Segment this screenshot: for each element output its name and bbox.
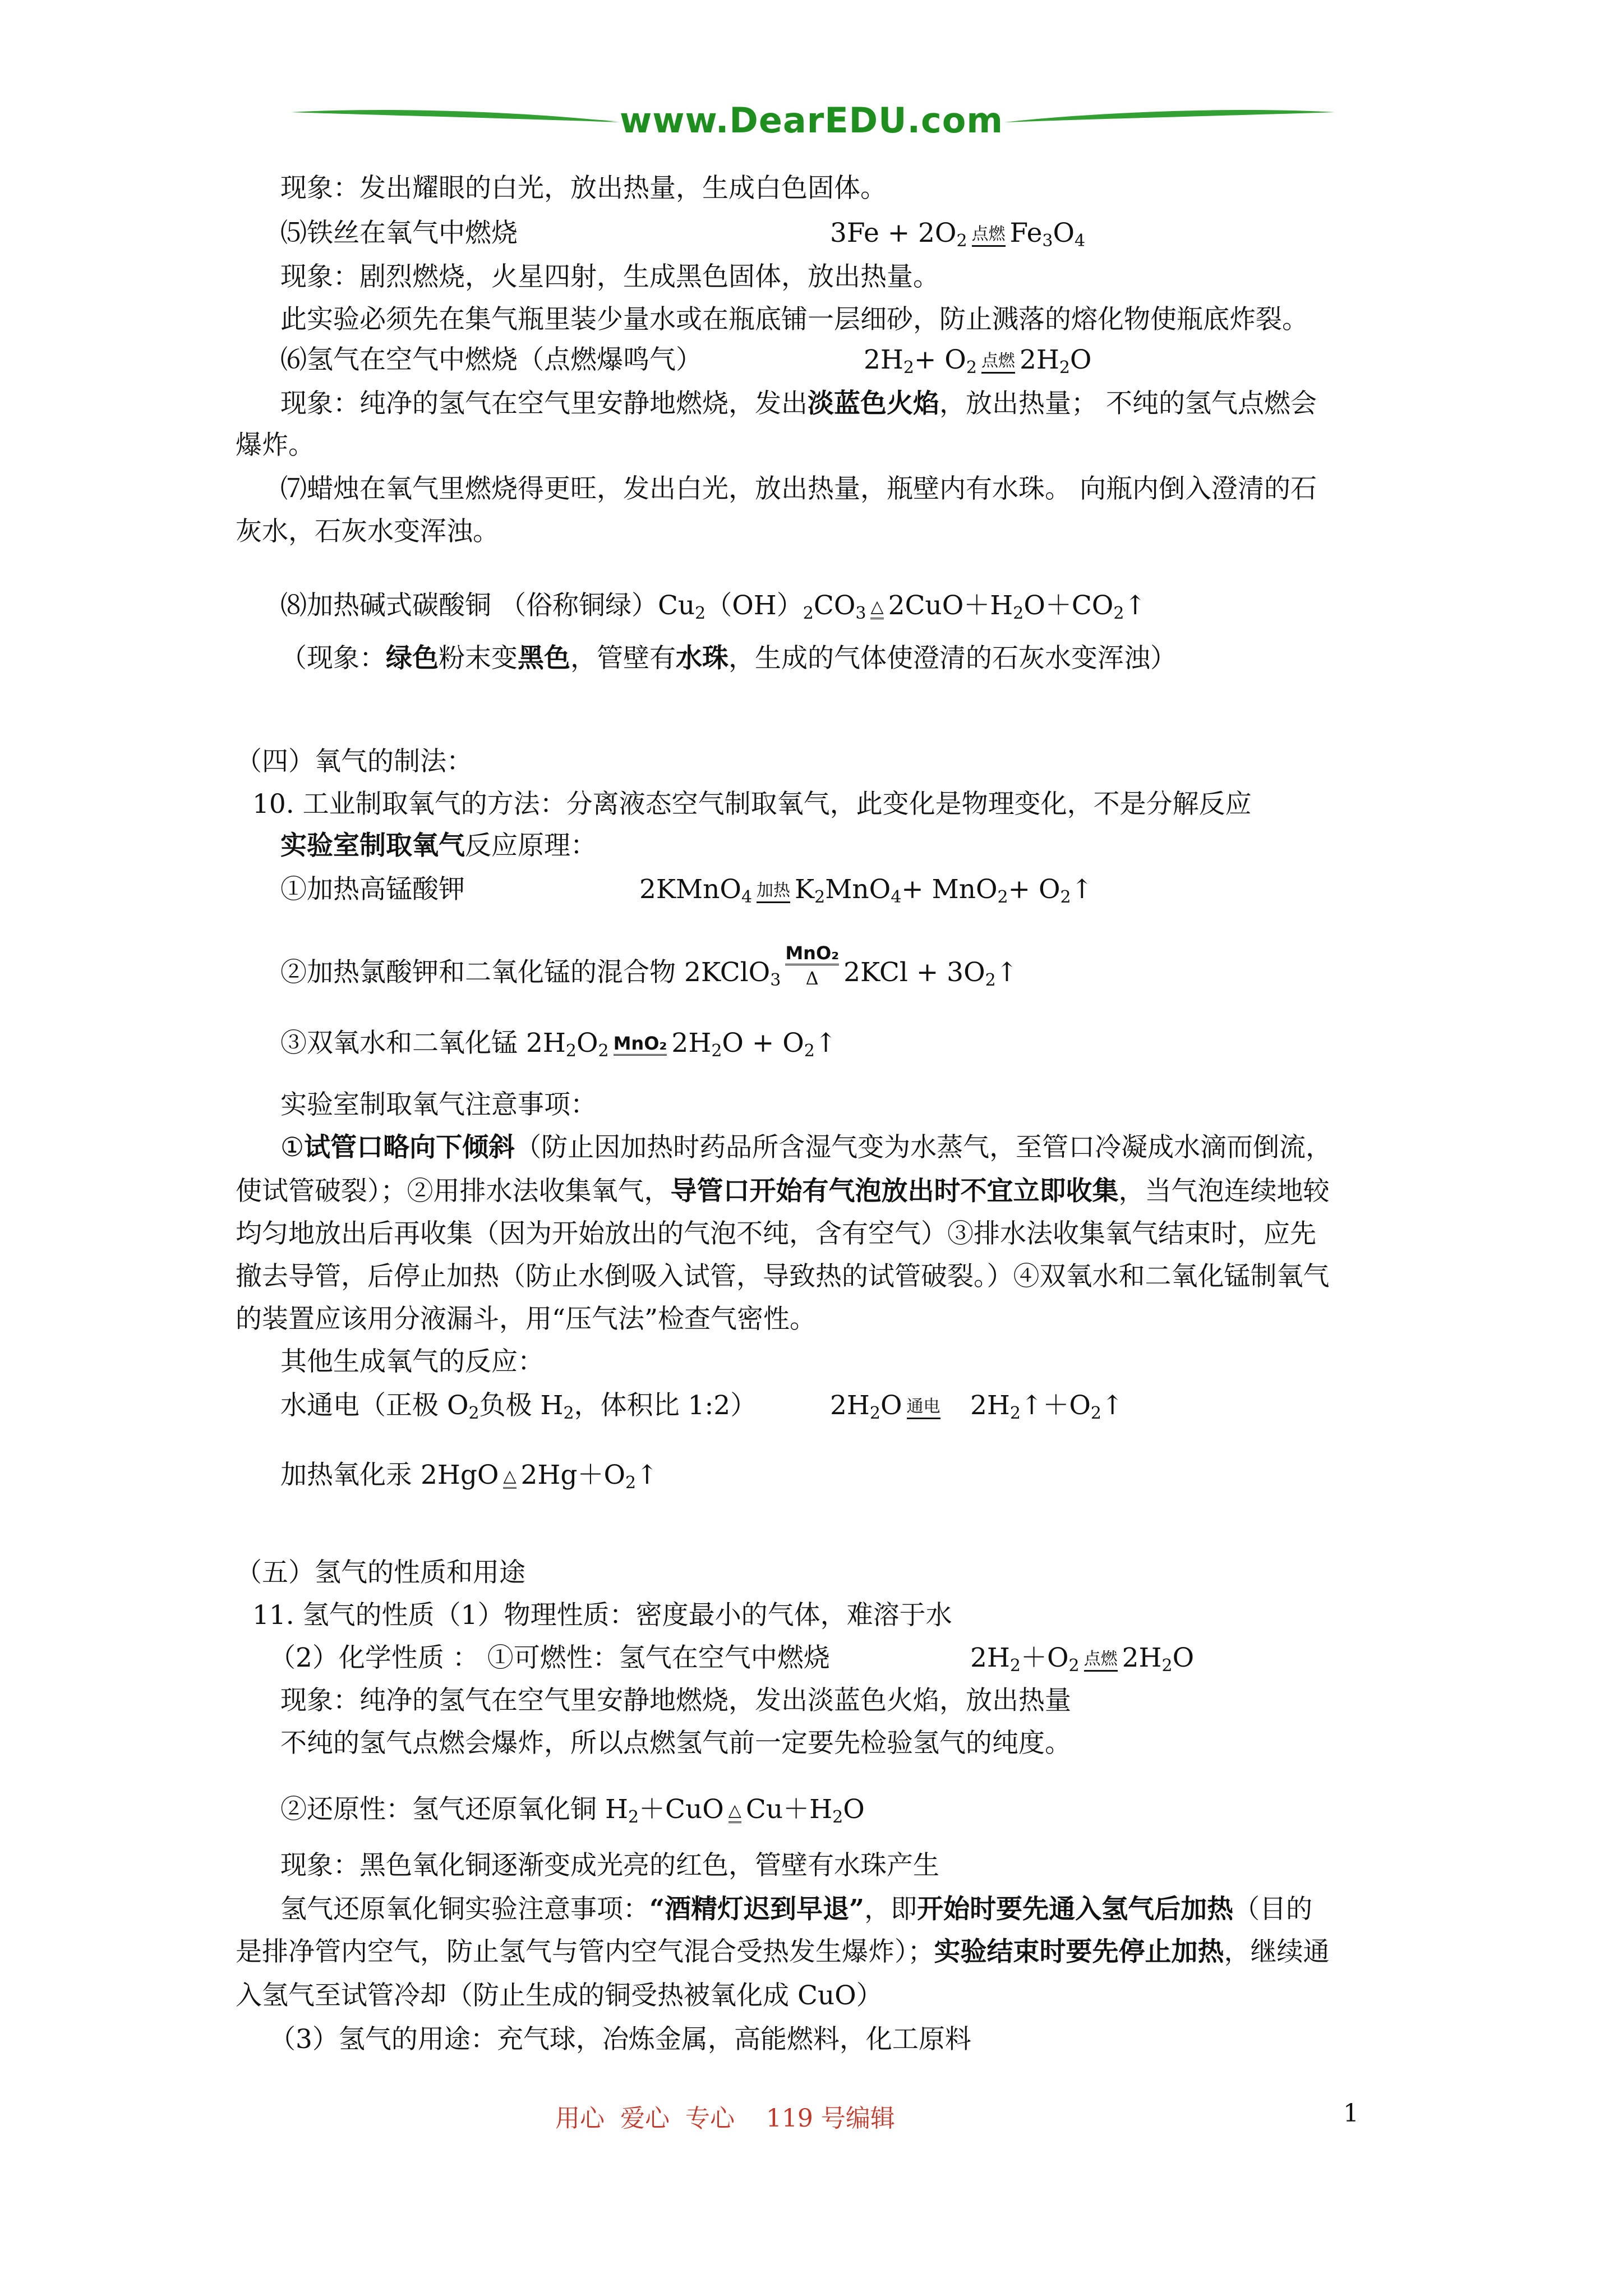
- subscript: 2: [628, 1807, 639, 1827]
- section-heading-text: （四）氧气的制法：: [236, 746, 473, 777]
- subscript: 2: [695, 604, 706, 623]
- reaction-bar: [870, 618, 883, 623]
- text-line: [280, 303, 1308, 337]
- text-line: [280, 387, 1317, 421]
- text-line: [280, 829, 597, 863]
- equation-text: ↑: [1101, 1390, 1124, 1421]
- text-line-content: 此实验必须先在集气瓶里装少量水或在瓶底铺一层细砂，防止溅落的熔化物使瓶底炸裂。: [280, 304, 1308, 335]
- equation-text: ↑: [1124, 590, 1146, 621]
- equation-text: 2CuO＋H: [888, 590, 1013, 621]
- text-run: ，体积比 1:2）: [574, 1390, 757, 1421]
- equation-text: O: [1053, 218, 1075, 249]
- chemical-equation: [280, 1027, 837, 1068]
- text-run: ，放出热量； 不纯的氢气点燃会: [939, 388, 1317, 419]
- equation-text: 2H: [864, 344, 903, 375]
- equation-text: ⑻加热碱式碳酸铜 （俗称铜绿）Cu: [280, 590, 695, 621]
- text-line: [269, 2023, 971, 2056]
- bold-text: 绿色: [386, 643, 439, 674]
- chemical-equation: [280, 589, 1146, 631]
- text-line: [252, 1599, 952, 1632]
- chemical-equation: [280, 1793, 865, 1834]
- subscript: 2: [1161, 1656, 1173, 1676]
- subscript: 4: [741, 887, 753, 907]
- text-run: 是排净管内空气，防止氢气与管内空气混合受热发生爆炸）；: [236, 1936, 934, 1967]
- text-line: [280, 1345, 544, 1379]
- site-logo[interactable]: www.DearEDU.com: [619, 100, 1003, 141]
- text-line-content: 11. 氢气的性质（1）物理性质：密度最小的气体，难溶于水: [252, 1600, 952, 1631]
- chemical-equation: [639, 873, 1093, 914]
- equation-text: O: [880, 1390, 902, 1421]
- equation-text: 2H: [671, 1028, 712, 1059]
- chemical-equation: [864, 343, 1091, 385]
- text-line: [236, 1303, 816, 1336]
- text-run: 使试管破裂）；②用排水法收集氧气，: [236, 1176, 671, 1207]
- subscript: 2: [956, 231, 967, 251]
- text-line-content: 实验室制取氧气注意事项：: [280, 1089, 597, 1120]
- reaction-condition: [728, 1801, 741, 1826]
- condition-label: 点燃: [971, 224, 1006, 244]
- heat-symbol: △: [728, 1801, 741, 1820]
- equation-text: 2H: [1122, 1642, 1162, 1673]
- text-line-content: ⑺蜡烛在氧气里燃烧得更旺，发出白光，放出热量，瓶壁内有水珠。 向瓶内倒入澄清的石: [280, 473, 1317, 504]
- bold-text: 实验结束时要先停止加热: [934, 1936, 1224, 1967]
- text-line: [236, 1175, 1330, 1208]
- subscript: 2: [1090, 1404, 1101, 1423]
- equation-text: ＋CuO: [639, 1794, 724, 1825]
- equation-text: 2H: [830, 1390, 870, 1421]
- text-line: [236, 1260, 1330, 1294]
- text-line-content: 现象：纯净的氢气在空气里安静地燃烧，发出淡蓝色火焰，放出热量: [280, 1685, 1071, 1716]
- text-line-content: （3）氢气的用途：充气球，冶炼金属，高能燃料，化工原料: [269, 2024, 971, 2055]
- text-line: [280, 1849, 939, 1883]
- text-line-content: 灰水，石灰水变浑浊。: [236, 516, 499, 547]
- text-run: ，即: [864, 1894, 917, 1925]
- equation-text: + MnO: [901, 874, 998, 905]
- equation-text: ↑: [636, 1460, 658, 1490]
- reaction-condition: [981, 352, 1015, 374]
- subscript: 2: [1113, 604, 1124, 623]
- reaction-label: ①加热高锰酸钾: [280, 874, 465, 905]
- equation-text: 2KCl + 3O: [843, 957, 985, 988]
- subscript: 4: [1075, 231, 1086, 251]
- text-run: 氢气还原氧化铜实验注意事项：: [280, 1894, 649, 1925]
- reaction-label: （2）化学性质 ： ①可燃性：氢气在空气中燃烧: [269, 1642, 830, 1673]
- text-line: [280, 217, 518, 250]
- reaction-condition: [972, 225, 1006, 247]
- subscript: 2: [997, 887, 1008, 907]
- subscript: 2: [598, 1041, 609, 1061]
- heat-symbol: Δ: [805, 968, 819, 989]
- equation-text: K: [795, 874, 815, 905]
- equation-text: ↑: [1071, 874, 1093, 905]
- text-line: [236, 515, 499, 549]
- catalyst-label: MnO₂: [613, 1033, 667, 1054]
- subscript: 3: [855, 604, 866, 623]
- reaction-condition: [614, 1034, 667, 1059]
- equation-text: ＋O: [1020, 1642, 1069, 1673]
- chemical-equation: [280, 1458, 658, 1500]
- equation-text: O＋CO: [1023, 590, 1114, 621]
- subscript: 2: [468, 1404, 479, 1423]
- equation-text: O: [1172, 1642, 1195, 1673]
- text-run: （目的: [1233, 1894, 1313, 1925]
- equation-text: ↑: [814, 1028, 837, 1059]
- text-line: [280, 260, 939, 294]
- reaction-bar: [1084, 1670, 1118, 1672]
- section-heading: [236, 1556, 525, 1590]
- equation-text: ③双氧水和二氧化锰 2H: [280, 1028, 566, 1059]
- subscript: 2: [563, 1404, 574, 1423]
- subscript: 2: [966, 358, 977, 378]
- subscript: 2: [903, 358, 914, 378]
- text-line: [236, 1217, 1316, 1251]
- reaction-bar: [614, 1054, 667, 1059]
- text-line: [280, 1684, 1071, 1718]
- equation-text: + O: [914, 344, 966, 375]
- reaction-bar: [503, 1487, 516, 1492]
- text-line: [269, 1641, 830, 1675]
- text-line: [280, 472, 1317, 506]
- reaction-bar: [981, 372, 1015, 374]
- text-line-content: 其他生成氧气的反应：: [280, 1346, 544, 1377]
- text-line-content: 爆炸。: [236, 430, 315, 461]
- text-line: [236, 429, 315, 462]
- catalyst-label: MnO₂: [785, 942, 840, 964]
- equation-text: （OH）: [706, 590, 803, 621]
- reaction-bar: [972, 245, 1006, 247]
- bold-text: 开始时要先通入氢气后加热: [917, 1894, 1234, 1925]
- equation-text: MnO: [825, 874, 891, 905]
- text-run: 水通电（正极 O: [280, 1390, 469, 1421]
- equation-text: CO: [813, 590, 856, 621]
- section-heading-text: （五）氢气的性质和用途: [236, 1557, 525, 1588]
- subscript: 2: [1009, 1656, 1021, 1676]
- subscript: 2: [869, 1404, 880, 1423]
- text-line-content: 现象：发出耀眼的白光，放出热量，生成白色固体。: [280, 173, 887, 204]
- subscript: 2: [804, 1041, 815, 1061]
- text-line: [252, 788, 1252, 821]
- equation-text: Cu＋H: [745, 1794, 833, 1825]
- text-line-content: 的装置应该用分液漏斗，用“压气法”检查气密性。: [236, 1304, 817, 1335]
- text-run: ，当气泡连续地较: [1118, 1176, 1330, 1207]
- text-line: [236, 1935, 1330, 1969]
- heat-symbol: △: [503, 1466, 517, 1486]
- reaction-condition: [907, 1397, 940, 1419]
- reaction-label: ⑸铁丝在氧气中燃烧: [280, 218, 518, 249]
- text-line-content: 10. 工业制取氧气的方法：分离液态空气制取氧气，此变化是物理变化，不是分解反应: [252, 789, 1252, 820]
- reaction-condition: [757, 881, 790, 903]
- reaction-label: ⑹氢气在空气中燃烧（点燃爆鸣气）: [280, 344, 702, 375]
- text-run: ，继续通: [1224, 1936, 1330, 1967]
- equation-text: ②还原性：氢气还原氧化铜 H: [280, 1794, 628, 1825]
- text-run: 反应原理：: [465, 830, 597, 861]
- subscript: 2: [1059, 358, 1070, 378]
- equation-text: ↑: [995, 957, 1018, 988]
- subscript: 2: [1013, 604, 1024, 623]
- text-line: [280, 1727, 1071, 1760]
- reaction-condition: [503, 1467, 516, 1492]
- reaction-bar: [907, 1418, 940, 1419]
- bold-text: 试管口略向下倾斜: [304, 1132, 515, 1163]
- equation-text: + O: [1008, 874, 1061, 905]
- subscript: 3: [1042, 231, 1053, 251]
- subscript: 2: [565, 1041, 577, 1061]
- condition-label: 点燃: [981, 351, 1015, 371]
- condition-label: 加热: [757, 881, 791, 900]
- subscript: 2: [1009, 1404, 1021, 1423]
- text-run: 负极 H: [479, 1390, 564, 1421]
- text-line-content: 入氢气至试管冷却（防止生成的铜受热被氧化成 CuO）: [236, 1980, 883, 2011]
- subscript: 2: [625, 1473, 637, 1493]
- subscript: 2: [814, 887, 826, 907]
- page-footer: 用心 爱心 专心 119 号编辑: [555, 2104, 895, 2133]
- chemical-equation: [830, 1389, 945, 1430]
- text-run: （现象：: [280, 643, 386, 674]
- chemical-equation: [280, 944, 1018, 997]
- condition-label: 通电: [906, 1397, 940, 1416]
- chemical-equation: [830, 217, 1085, 258]
- text-run: ，生成的气体使澄清的石灰水变浑浊）: [728, 643, 1177, 674]
- equation-text: ②加热氯酸钾和二氧化锰的混合物 2KClO: [280, 957, 771, 988]
- text-run: ，管壁有: [570, 643, 676, 674]
- equation-text: 加热氧化汞 2HgO: [280, 1460, 499, 1490]
- text-run: ①: [280, 1132, 305, 1163]
- text-line-content: 撤去导管，后停止加热（防止水倒吸入试管，导致热的试管破裂。）④双氧水和二氧化锰制氧气: [236, 1261, 1330, 1292]
- equation-text: 2KMnO: [639, 874, 741, 905]
- text-line-content: 现象：黑色氧化铜逐渐变成光亮的红色，管壁有水珠产生: [280, 1850, 939, 1881]
- subscript: 2: [1060, 887, 1071, 907]
- heat-symbol: △: [870, 597, 884, 616]
- equation-text: O + O: [722, 1028, 804, 1059]
- equation-text: O: [843, 1794, 865, 1825]
- page-number: 1: [1343, 2099, 1359, 2128]
- equation-text: O: [1069, 344, 1092, 375]
- reaction-bar: [757, 901, 790, 903]
- equation-text: 2H: [1019, 344, 1059, 375]
- bold-text: 实验室制取氧气: [280, 830, 465, 861]
- text-line: [280, 172, 887, 205]
- equation-text: 2H: [970, 1642, 1010, 1673]
- text-line: [280, 642, 1177, 675]
- reaction-condition: [785, 944, 839, 988]
- subscript: 2: [803, 604, 814, 623]
- chemical-equation-products: [970, 1389, 1123, 1430]
- subscript: 2: [1068, 1656, 1080, 1676]
- text-run: 现象：纯净的氢气在空气里安静地燃烧，发出: [280, 388, 808, 419]
- text-line-content: 不纯的氢气点燃会爆炸，所以点燃氢气前一定要先检验氢气的纯度。: [280, 1728, 1071, 1759]
- text-line: [236, 1979, 883, 2013]
- text-line-content: 现象：剧烈燃烧，火星四射，生成黑色固体，放出热量。: [280, 261, 939, 292]
- bold-text: 水珠: [676, 643, 728, 674]
- text-line: [280, 1389, 757, 1430]
- subscript: 4: [891, 887, 902, 907]
- subscript: 2: [832, 1807, 843, 1827]
- chemical-equation: [970, 1641, 1194, 1683]
- text-line-content: 均匀地放出后再收集（因为开始放出的气泡不纯，含有空气）③排水法收集氧气结束时，应先: [236, 1218, 1316, 1249]
- condition-label: 点燃: [1083, 1649, 1118, 1669]
- bold-text: 淡蓝色火焰: [808, 388, 939, 419]
- reaction-bar: [728, 1821, 741, 1826]
- bold-text: 黑色: [518, 643, 570, 674]
- subscript: 3: [770, 970, 781, 990]
- equation-text: 3Fe + 2O: [830, 218, 957, 249]
- text-run: （防止因加热时药品所含湿气变为水蒸气，至管口冷凝成水滴而倒流，: [515, 1132, 1332, 1163]
- text-line: [280, 1893, 1312, 1926]
- text-line: [280, 1088, 597, 1122]
- text-line: [280, 873, 465, 907]
- subscript: 2: [711, 1041, 722, 1061]
- reaction-condition: [1084, 1650, 1118, 1672]
- subscript: 2: [985, 970, 996, 990]
- reaction-condition: [870, 597, 883, 623]
- bold-text: “酒精灯迟到早退”: [649, 1894, 865, 1925]
- section-heading: [236, 745, 473, 779]
- equation-text: O: [576, 1028, 598, 1059]
- bold-text: 导管口开始有气泡放出时不宜立即收集: [670, 1176, 1119, 1207]
- text-run: 粉末变: [439, 643, 518, 674]
- equation-text: Fe: [1009, 218, 1043, 249]
- equation-text: ↑＋O: [1020, 1390, 1091, 1421]
- text-line: [280, 1131, 1332, 1165]
- equation-text: 2H: [970, 1390, 1010, 1421]
- equation-text: 2Hg＋O: [520, 1460, 626, 1490]
- text-line: [280, 343, 702, 377]
